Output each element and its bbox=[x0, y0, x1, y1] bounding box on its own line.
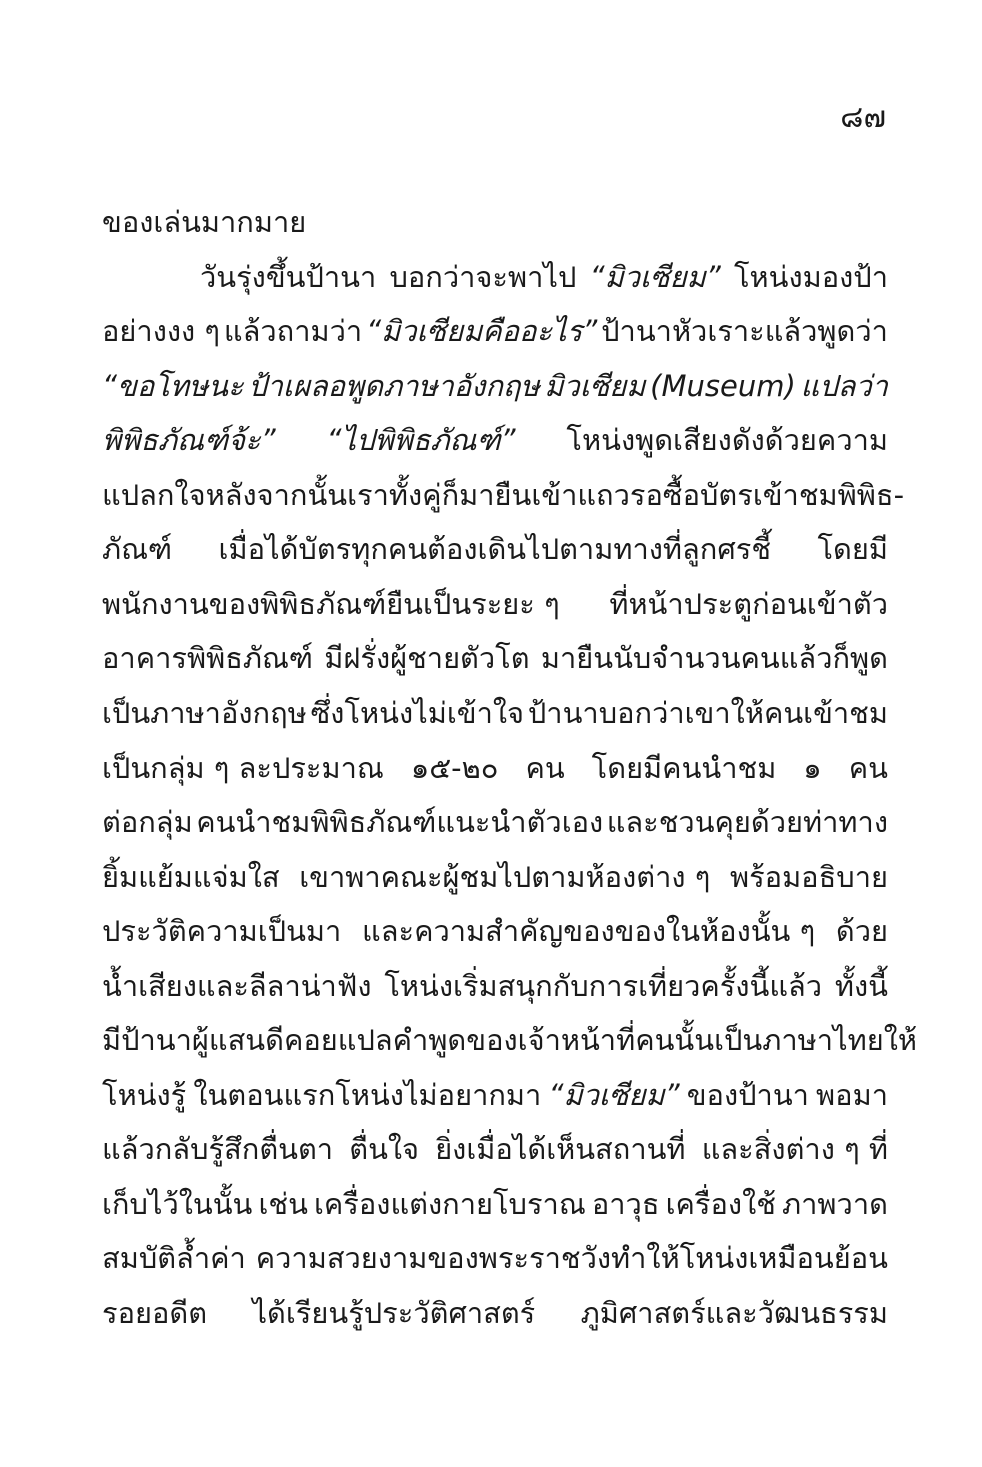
text-line bbox=[102, 473, 905, 517]
page-number: ๘๗ bbox=[840, 100, 886, 135]
text-segment: ความสวยงามของพระราชวังทำให้โหน่งเหมือนย้อน bbox=[255, 1241, 888, 1276]
text-line bbox=[102, 200, 888, 244]
text-segment: คน bbox=[525, 750, 565, 785]
text-segment: เครื่องแต่งกายโบราณ bbox=[314, 1186, 586, 1221]
text-segment: เป็นกลุ่ม ๆ ละประมาณ bbox=[102, 750, 384, 785]
text-segment: “ขอโทษนะ bbox=[102, 368, 244, 403]
text-segment: พอมา bbox=[816, 1077, 888, 1112]
text-line bbox=[102, 800, 888, 844]
text-line bbox=[102, 1073, 888, 1117]
text-segment: และความสำคัญของของในห้องนั้น ๆ bbox=[362, 914, 816, 949]
text-segment: โดยมี bbox=[817, 532, 888, 567]
text-segment: ประวัติความเป็นมา bbox=[102, 914, 342, 949]
text-segment: เป็นภาษาอังกฤษ bbox=[102, 695, 307, 730]
text-segment: หลังจากนั้นเราทั้งคู่ก็มายืนเข้าแถวรอซื้อบัตรเข้าชมพิพิธ- bbox=[205, 477, 905, 512]
text-segment: ป้านาบอกว่าเขาให้คนเข้าชม bbox=[527, 695, 888, 730]
text-segment: ป้านาหัวเราะแล้วพูดว่า bbox=[601, 314, 888, 349]
text-segment: โดยมีคนนำชม bbox=[591, 750, 777, 785]
text-segment: รอยอดีต bbox=[102, 1296, 208, 1330]
text-segment: ของป้านา bbox=[686, 1077, 809, 1112]
text-segment: แปลกใจ bbox=[102, 477, 206, 512]
text-line bbox=[102, 746, 888, 790]
text-segment: “มิวเซียม” bbox=[548, 1077, 680, 1112]
text-segment: ภัณฑ์ bbox=[102, 532, 173, 567]
text-segment: “มิวเซียมคืออะไร” bbox=[366, 314, 598, 349]
text-segment: ด้วย bbox=[835, 914, 888, 949]
text-segment: “มิวเซียม” bbox=[589, 259, 721, 294]
text-segment: สมบัติล้ำค่า bbox=[102, 1241, 246, 1276]
text-segment: ๑ bbox=[803, 750, 822, 785]
text-line bbox=[102, 909, 888, 953]
text-line bbox=[102, 636, 888, 680]
text-line bbox=[102, 527, 888, 571]
text-segment: น้ำเสียงและลีลาน่าฟัง bbox=[102, 968, 372, 1003]
text-segment: เขาพาคณะผู้ชมไปตามห้องต่าง ๆ bbox=[299, 859, 711, 894]
text-line bbox=[102, 309, 888, 353]
text-segment: ยิ้มแย้มแจ่มใส bbox=[102, 859, 280, 894]
text-segment: ทั้งนี้ bbox=[834, 968, 888, 1003]
text-line bbox=[102, 1236, 888, 1280]
text-line bbox=[102, 364, 888, 408]
text-segment: ๑๕-๒๐ bbox=[410, 750, 499, 785]
text-segment: บอกว่าจะพาไป bbox=[389, 259, 577, 294]
text-line bbox=[102, 964, 888, 1008]
text-segment: ของเล่นมากมาย bbox=[102, 205, 307, 239]
text-segment: พนักงานของพิพิธภัณฑ์ยืนเป็นระยะ ๆ bbox=[102, 586, 560, 621]
text-segment: อาคารพิพิธภัณฑ์ bbox=[102, 641, 313, 676]
text-line bbox=[102, 691, 888, 735]
text-line bbox=[102, 1127, 888, 1171]
text-segment: แปลว่า bbox=[800, 368, 888, 403]
text-segment: ที่หน้าประตูก่อนเข้าตัว bbox=[609, 586, 888, 621]
text-segment: ภูมิศาสตร์และวัฒนธรรม bbox=[580, 1296, 888, 1330]
text-segment: ยิ่งเมื่อได้เห็นสถานที่ bbox=[435, 1132, 686, 1167]
text-segment: พร้อมอธิบาย bbox=[729, 859, 888, 894]
text-line bbox=[102, 1018, 917, 1062]
text-segment: อาวุธ bbox=[591, 1186, 660, 1221]
text-segment: (Museum) bbox=[650, 368, 796, 403]
text-segment: ภาพวาด bbox=[782, 1186, 888, 1221]
text-segment: แล้วถามว่า bbox=[223, 314, 363, 349]
text-line bbox=[102, 1182, 888, 1226]
text-segment: วันรุ่งขึ้นป้านา bbox=[200, 259, 377, 294]
text-segment: มายืนนับจำนวนคนแล้วก็พูด bbox=[540, 641, 888, 676]
text-segment: ได้เรียนรู้ประวัติศาสตร์ bbox=[252, 1296, 536, 1330]
text-line bbox=[102, 855, 888, 899]
text-segment: ในตอนแรกโหน่งไม่อยากมา bbox=[193, 1077, 542, 1112]
text-line bbox=[102, 418, 888, 462]
text-segment: เครื่องใช้ bbox=[665, 1186, 776, 1221]
text-segment: ตื่นใจ bbox=[349, 1132, 420, 1167]
text-line bbox=[102, 255, 888, 299]
text-segment: คน bbox=[848, 750, 888, 785]
text-segment: เก็บไว้ในนั้น bbox=[102, 1186, 253, 1221]
text-segment: โหน่งมองป้า bbox=[733, 259, 888, 294]
text-segment: มิวเซียม bbox=[544, 368, 646, 403]
text-line bbox=[102, 582, 888, 626]
text-segment: โหน่งเริ่มสนุกกับการเที่ยวครั้งนี้แล้ว bbox=[384, 968, 823, 1003]
text-segment: ต่อกลุ่ม bbox=[102, 805, 193, 840]
text-segment: แล้วกลับรู้สึกตื่นตา bbox=[102, 1132, 334, 1167]
text-line bbox=[102, 1291, 888, 1335]
text-segment: โหน่งรู้ bbox=[102, 1077, 187, 1112]
text-segment: และชวนคุยด้วยท่าทาง bbox=[606, 805, 888, 840]
text-segment: และสิ่งต่าง ๆ ที่ bbox=[701, 1132, 888, 1167]
text-segment: มีฝรั่งผู้ชายตัวโต bbox=[324, 641, 530, 676]
text-segment: คนนำชมพิพิธภัณฑ์แนะนำตัวเอง bbox=[196, 805, 604, 840]
text-segment: อย่างงง ๆ bbox=[102, 314, 220, 349]
text-segment: ซึ่งโหน่งไม่เข้าใจ bbox=[310, 695, 525, 730]
text-segment: เช่น bbox=[258, 1186, 308, 1221]
text-segment: ป้าเผลอพูดภาษาอังกฤษ bbox=[248, 368, 540, 403]
text-segment: มีป้านาผู้แสนดีคอยแปลคำพูดของเจ้าหน้าที่คนนั้นเป็นภาษาไทยให้ bbox=[102, 1023, 917, 1058]
text-segment: “ไปพิพิธภัณฑ์” bbox=[326, 423, 516, 458]
text-segment: พิพิธภัณฑ์จ้ะ” bbox=[102, 423, 276, 458]
text-segment: โหน่งพูดเสียงดังด้วยความ bbox=[566, 423, 888, 458]
text-segment: เมื่อได้บัตรทุกคนต้องเดินไปตามทางที่ลูกศรชี้ bbox=[218, 532, 772, 567]
